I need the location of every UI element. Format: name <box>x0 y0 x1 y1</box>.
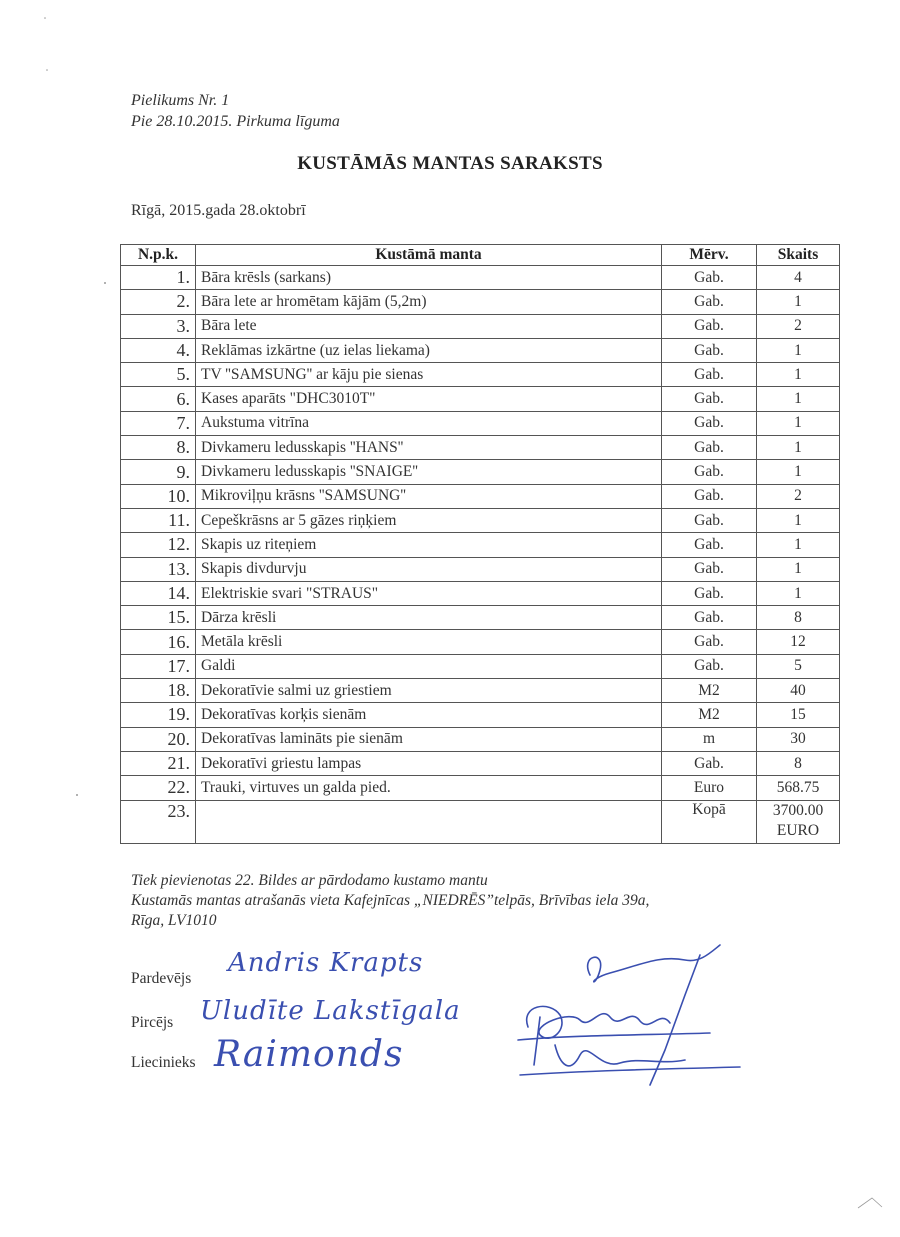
row-quantity: 1 <box>757 338 840 362</box>
header-unit: Mērv. <box>662 245 757 266</box>
row-number: 18. <box>121 679 196 703</box>
row-quantity: 1 <box>757 436 840 460</box>
row-item-description: Elektriskie svari "STRAUS" <box>196 581 662 605</box>
header-item: Kustāmā manta <box>196 245 662 266</box>
row-quantity: 1 <box>757 460 840 484</box>
row-quantity: 1 <box>757 363 840 387</box>
document-title: KUSTĀMĀS MANTAS SARAKSTS <box>297 153 603 174</box>
row-number: 8. <box>121 436 196 460</box>
row-unit: Gab. <box>662 411 757 435</box>
row-unit: Gab. <box>662 484 757 508</box>
row-item-description: Skapis uz riteņiem <box>196 533 662 557</box>
row-number: 11. <box>121 508 196 532</box>
row-item-description: Divkameru ledusskapis ''HANS'' <box>196 436 662 460</box>
row-item-description: Reklāmas izkārtne (uz ielas liekama) <box>196 338 662 362</box>
total-label: Kopā <box>662 800 757 843</box>
row-quantity: 8 <box>757 751 840 775</box>
row-item-description: Skapis divdurvju <box>196 557 662 581</box>
row-quantity: 568.75 <box>757 776 840 800</box>
row-item-description: Cepeškrāsns ar 5 gāzes riņķiem <box>196 508 662 532</box>
row-unit: Gab. <box>662 630 757 654</box>
row-item-description: Mikroviļņu krāsns ''SAMSUNG'' <box>196 484 662 508</box>
row-number: 7. <box>121 411 196 435</box>
row-quantity: 2 <box>757 314 840 338</box>
row-quantity: 15 <box>757 703 840 727</box>
row-number: 12. <box>121 533 196 557</box>
row-quantity: 1 <box>757 533 840 557</box>
witness-label: Liecinieks <box>131 1054 196 1071</box>
row-quantity: 30 <box>757 727 840 751</box>
row-item-description: Dekoratīvi griestu lampas <box>196 751 662 775</box>
row-unit: Gab. <box>662 436 757 460</box>
row-item-description: Bāra lete <box>196 314 662 338</box>
row-number: 6. <box>121 387 196 411</box>
row-unit: Gab. <box>662 606 757 630</box>
row-number: 13. <box>121 557 196 581</box>
seller-label: Pardevējs <box>131 970 192 987</box>
row-number: 16. <box>121 630 196 654</box>
row-unit: Gab. <box>662 533 757 557</box>
row-quantity: 1 <box>757 508 840 532</box>
row-quantity: 5 <box>757 654 840 678</box>
row-quantity: 1 <box>757 557 840 581</box>
total-row-number: 23. <box>121 800 196 843</box>
total-amount-currency: EURO <box>776 821 820 839</box>
buyer-label: Pircējs <box>131 1014 174 1031</box>
row-unit: Gab. <box>662 654 757 678</box>
row-item-description: Galdi <box>196 654 662 678</box>
row-unit: M2 <box>662 679 757 703</box>
row-unit: Gab. <box>662 581 757 605</box>
row-number: 5. <box>121 363 196 387</box>
row-number: 10. <box>121 484 196 508</box>
annex-contract-reference: Pie 28.10.2015. Pirkuma līguma <box>131 113 340 130</box>
row-quantity: 1 <box>757 290 840 314</box>
row-number: 3. <box>121 314 196 338</box>
row-unit: Gab. <box>662 460 757 484</box>
row-unit: Gab. <box>662 266 757 290</box>
annex-number: Pielikums Nr. 1 <box>131 92 230 109</box>
row-unit: Gab. <box>662 314 757 338</box>
row-number: 19. <box>121 703 196 727</box>
note-line-city: Rīga, LV1010 <box>131 912 217 929</box>
row-item-description: Trauki, virtuves un galda pied. <box>196 776 662 800</box>
row-number: 15. <box>121 606 196 630</box>
row-number: 9. <box>121 460 196 484</box>
row-unit: M2 <box>662 703 757 727</box>
header-number: N.p.k. <box>121 245 196 266</box>
row-unit: Gab. <box>662 290 757 314</box>
total-amount-value: 3700.00 <box>772 801 824 819</box>
row-unit: Gab. <box>662 338 757 362</box>
row-quantity: 2 <box>757 484 840 508</box>
row-item-description: TV ''SAMSUNG'' ar kāju pie sienas <box>196 363 662 387</box>
row-number: 21. <box>121 751 196 775</box>
witness-handwritten-name: Raimonds <box>214 1034 404 1075</box>
note-line-photos: Tiek pievienotas 22. Bildes ar pārdodamo kustamo mantu <box>131 872 488 889</box>
row-item-description: Aukstuma vitrīna <box>196 411 662 435</box>
row-item-description: Bāra krēsls (sarkans) <box>196 266 662 290</box>
row-number: 17. <box>121 654 196 678</box>
row-number: 1. <box>121 266 196 290</box>
row-unit: Gab. <box>662 363 757 387</box>
row-unit: Gab. <box>662 751 757 775</box>
row-item-description: Bāra lete ar hromētam kājām (5,2m) <box>196 290 662 314</box>
note-line-location: Kustamās mantas atrašanās vieta Kafejnīcas „NIEDRĒS”telpās, Brīvības iela 39a, <box>131 892 650 909</box>
row-number: 20. <box>121 727 196 751</box>
row-number: 2. <box>121 290 196 314</box>
row-quantity: 1 <box>757 387 840 411</box>
row-item-description: Kases aparāts "DHC3010T" <box>196 387 662 411</box>
row-number: 14. <box>121 581 196 605</box>
row-item-description: Dekoratīvie salmi uz griestiem <box>196 679 662 703</box>
row-unit: Gab. <box>662 387 757 411</box>
row-number: 22. <box>121 776 196 800</box>
row-number: 4. <box>121 338 196 362</box>
row-quantity: 12 <box>757 630 840 654</box>
row-quantity: 40 <box>757 679 840 703</box>
row-unit: Euro <box>662 776 757 800</box>
place-and-date: Rīgā, 2015.gada 28.oktobrī <box>131 202 306 219</box>
row-item-description: Dārza krēsli <box>196 606 662 630</box>
row-unit: Gab. <box>662 557 757 581</box>
row-unit: m <box>662 727 757 751</box>
header-quantity: Skaits <box>757 245 840 266</box>
seller-handwritten-name: Andris Krapts <box>228 948 424 978</box>
buyer-handwritten-name: Uludīte Lakstīgala <box>200 996 461 1026</box>
row-item-description: Divkameru ledusskapis ''SNAIGE'' <box>196 460 662 484</box>
row-item-description: Dekoratīvas korķis sienām <box>196 703 662 727</box>
row-quantity: 4 <box>757 266 840 290</box>
row-item-description: Dekoratīvas lamināts pie sienām <box>196 727 662 751</box>
row-quantity: 1 <box>757 581 840 605</box>
row-unit: Gab. <box>662 508 757 532</box>
row-quantity: 1 <box>757 411 840 435</box>
row-quantity: 8 <box>757 606 840 630</box>
row-item-description: Metāla krēsli <box>196 630 662 654</box>
